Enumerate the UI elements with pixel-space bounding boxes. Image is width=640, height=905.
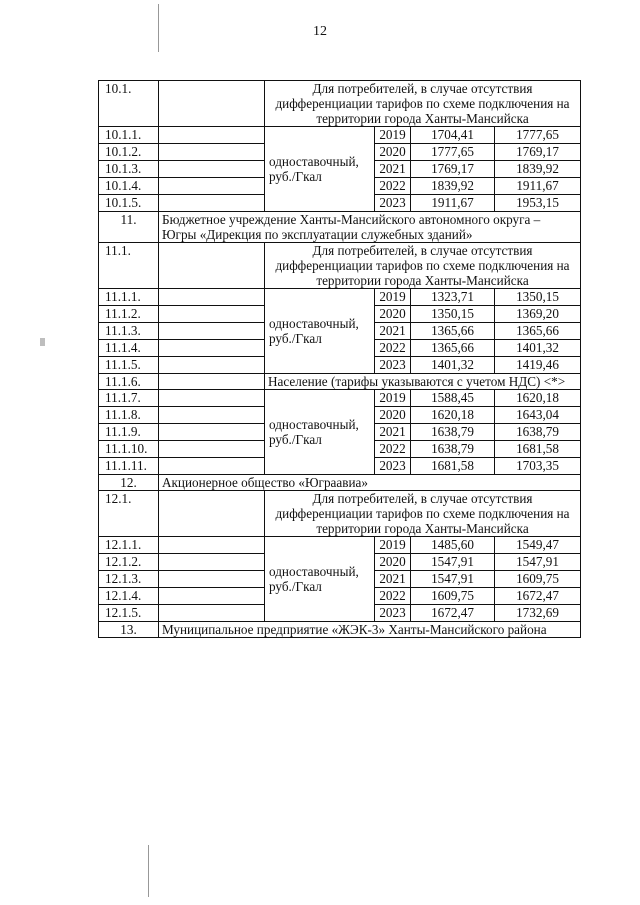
row-number: 12.1.4.	[99, 588, 159, 605]
tariff-value-second-half: 1777,65	[495, 127, 581, 144]
empty-cell	[159, 374, 265, 390]
tariff-value-first-half: 1365,66	[411, 340, 495, 357]
empty-cell	[159, 195, 265, 212]
tariff-value-first-half: 1911,67	[411, 195, 495, 212]
year-cell: 2019	[375, 537, 411, 554]
empty-cell	[159, 424, 265, 441]
row-number: 11.1.10.	[99, 441, 159, 458]
year-cell: 2023	[375, 357, 411, 374]
empty-cell	[159, 323, 265, 340]
row-number: 10.1.5.	[99, 195, 159, 212]
year-cell: 2021	[375, 161, 411, 178]
tariff-value-second-half: 1732,69	[495, 605, 581, 622]
tariff-value-first-half: 1672,47	[411, 605, 495, 622]
unit-cell: одноставочный, руб./Гкал	[265, 537, 375, 622]
tariff-value-second-half: 1953,15	[495, 195, 581, 212]
year-cell: 2019	[375, 127, 411, 144]
year-cell: 2020	[375, 407, 411, 424]
tariff-value-first-half: 1401,32	[411, 357, 495, 374]
tariff-value-second-half: 1365,66	[495, 323, 581, 340]
empty-cell	[159, 178, 265, 195]
year-cell: 2021	[375, 424, 411, 441]
row-number: 11.1.5.	[99, 357, 159, 374]
tariff-value-second-half: 1620,18	[495, 390, 581, 407]
org-number: 11.	[99, 212, 159, 243]
empty-cell	[159, 458, 265, 475]
table-row	[99, 289, 581, 306]
empty-cell	[159, 571, 265, 588]
section-header-row	[99, 491, 581, 537]
org-number: 13.	[99, 622, 159, 638]
year-cell: 2023	[375, 458, 411, 475]
empty-cell	[159, 81, 265, 127]
year-cell: 2022	[375, 588, 411, 605]
scan-line-top	[158, 4, 159, 52]
tariff-value-first-half: 1620,18	[411, 407, 495, 424]
year-cell: 2023	[375, 605, 411, 622]
tariff-value-second-half: 1350,15	[495, 289, 581, 306]
unit-cell: одноставочный, руб./Гкал	[265, 127, 375, 212]
tariff-value-second-half: 1681,58	[495, 441, 581, 458]
empty-cell	[159, 554, 265, 571]
tariff-value-second-half: 1839,92	[495, 161, 581, 178]
section-header-row	[99, 81, 581, 127]
empty-cell	[159, 407, 265, 424]
empty-cell	[159, 357, 265, 374]
empty-cell	[159, 605, 265, 622]
tariff-value-second-half: 1401,32	[495, 340, 581, 357]
tariff-value-first-half: 1350,15	[411, 306, 495, 323]
table-row	[99, 390, 581, 407]
row-number: 11.1.8.	[99, 407, 159, 424]
org-row	[99, 622, 581, 638]
empty-cell	[159, 441, 265, 458]
section-number: 11.1.6.	[99, 374, 159, 390]
year-cell: 2021	[375, 571, 411, 588]
empty-cell	[159, 537, 265, 554]
section-header-row	[99, 374, 581, 390]
row-number: 12.1.1.	[99, 537, 159, 554]
row-number: 10.1.4.	[99, 178, 159, 195]
tariff-value-second-half: 1703,35	[495, 458, 581, 475]
tariff-value-first-half: 1681,58	[411, 458, 495, 475]
org-row	[99, 212, 581, 243]
tariff-value-first-half: 1777,65	[411, 144, 495, 161]
section-header: Для потребителей, в случае отсутствия дифференциации тарифов по схеме подключения на территории города Ханты-Мансийска	[265, 243, 581, 289]
tariff-value-second-half: 1911,67	[495, 178, 581, 195]
tariff-value-second-half: 1638,79	[495, 424, 581, 441]
year-cell: 2020	[375, 554, 411, 571]
tariff-value-first-half: 1704,41	[411, 127, 495, 144]
tariff-value-first-half: 1365,66	[411, 323, 495, 340]
table-row	[99, 127, 581, 144]
year-cell: 2022	[375, 441, 411, 458]
tariff-value-second-half: 1549,47	[495, 537, 581, 554]
empty-cell	[159, 491, 265, 537]
tariff-table	[98, 80, 581, 638]
section-header-row	[99, 243, 581, 289]
page-number: 12	[313, 24, 327, 39]
scan-line-bottom	[148, 845, 149, 897]
year-cell: 2023	[375, 195, 411, 212]
row-number: 11.1.1.	[99, 289, 159, 306]
section-number: 11.1.	[99, 243, 159, 289]
year-cell: 2021	[375, 323, 411, 340]
empty-cell	[159, 243, 265, 289]
year-cell: 2022	[375, 178, 411, 195]
empty-cell	[159, 144, 265, 161]
tariff-value-first-half: 1839,92	[411, 178, 495, 195]
row-number: 11.1.7.	[99, 390, 159, 407]
org-name: Бюджетное учреждение Ханты-Мансийского автономного округа – Югры «Дирекция по эксплуатации служебных зданий»	[159, 212, 581, 243]
row-number: 12.1.2.	[99, 554, 159, 571]
row-number: 11.1.11.	[99, 458, 159, 475]
row-number: 11.1.4.	[99, 340, 159, 357]
tariff-value-second-half: 1769,17	[495, 144, 581, 161]
unit-cell: одноставочный, руб./Гкал	[265, 390, 375, 475]
empty-cell	[159, 127, 265, 144]
year-cell: 2020	[375, 144, 411, 161]
year-cell: 2022	[375, 340, 411, 357]
row-number: 11.1.3.	[99, 323, 159, 340]
year-cell: 2020	[375, 306, 411, 323]
org-name: Муниципальное предприятие «ЖЭК-3» Ханты-Мансийского района	[159, 622, 581, 638]
table-row	[99, 537, 581, 554]
empty-cell	[159, 289, 265, 306]
tariff-value-first-half: 1547,91	[411, 554, 495, 571]
year-cell: 2019	[375, 390, 411, 407]
row-number: 11.1.2.	[99, 306, 159, 323]
tariff-value-second-half: 1547,91	[495, 554, 581, 571]
empty-cell	[159, 306, 265, 323]
tariff-value-second-half: 1672,47	[495, 588, 581, 605]
tariff-value-first-half: 1547,91	[411, 571, 495, 588]
scan-speck	[40, 338, 45, 346]
row-number: 11.1.9.	[99, 424, 159, 441]
empty-cell	[159, 161, 265, 178]
empty-cell	[159, 340, 265, 357]
empty-cell	[159, 390, 265, 407]
row-number: 10.1.3.	[99, 161, 159, 178]
tariff-value-first-half: 1485,60	[411, 537, 495, 554]
unit-cell: одноставочный, руб./Гкал	[265, 289, 375, 374]
org-number: 12.	[99, 475, 159, 491]
section-number: 10.1.	[99, 81, 159, 127]
tariff-value-first-half: 1323,71	[411, 289, 495, 306]
section-header: Для потребителей, в случае отсутствия дифференциации тарифов по схеме подключения на территории города Ханты-Мансийска	[265, 81, 581, 127]
tariff-value-second-half: 1643,04	[495, 407, 581, 424]
tariff-value-second-half: 1419,46	[495, 357, 581, 374]
org-row	[99, 475, 581, 491]
row-number: 12.1.3.	[99, 571, 159, 588]
tariff-value-first-half: 1588,45	[411, 390, 495, 407]
row-number: 12.1.5.	[99, 605, 159, 622]
tariff-value-first-half: 1638,79	[411, 441, 495, 458]
tariff-value-first-half: 1769,17	[411, 161, 495, 178]
tariff-value-first-half: 1638,79	[411, 424, 495, 441]
section-number: 12.1.	[99, 491, 159, 537]
tariff-value-second-half: 1609,75	[495, 571, 581, 588]
year-cell: 2019	[375, 289, 411, 306]
tariff-value-first-half: 1609,75	[411, 588, 495, 605]
org-name: Акционерное общество «Юграавиа»	[159, 475, 581, 491]
table-body	[99, 81, 581, 638]
row-number: 10.1.2.	[99, 144, 159, 161]
section-header: Население (тарифы указываются с учетом НДС) <*>	[265, 374, 581, 390]
tariff-value-second-half: 1369,20	[495, 306, 581, 323]
empty-cell	[159, 588, 265, 605]
row-number: 10.1.1.	[99, 127, 159, 144]
section-header: Для потребителей, в случае отсутствия дифференциации тарифов по схеме подключения на территории города Ханты-Мансийска	[265, 491, 581, 537]
